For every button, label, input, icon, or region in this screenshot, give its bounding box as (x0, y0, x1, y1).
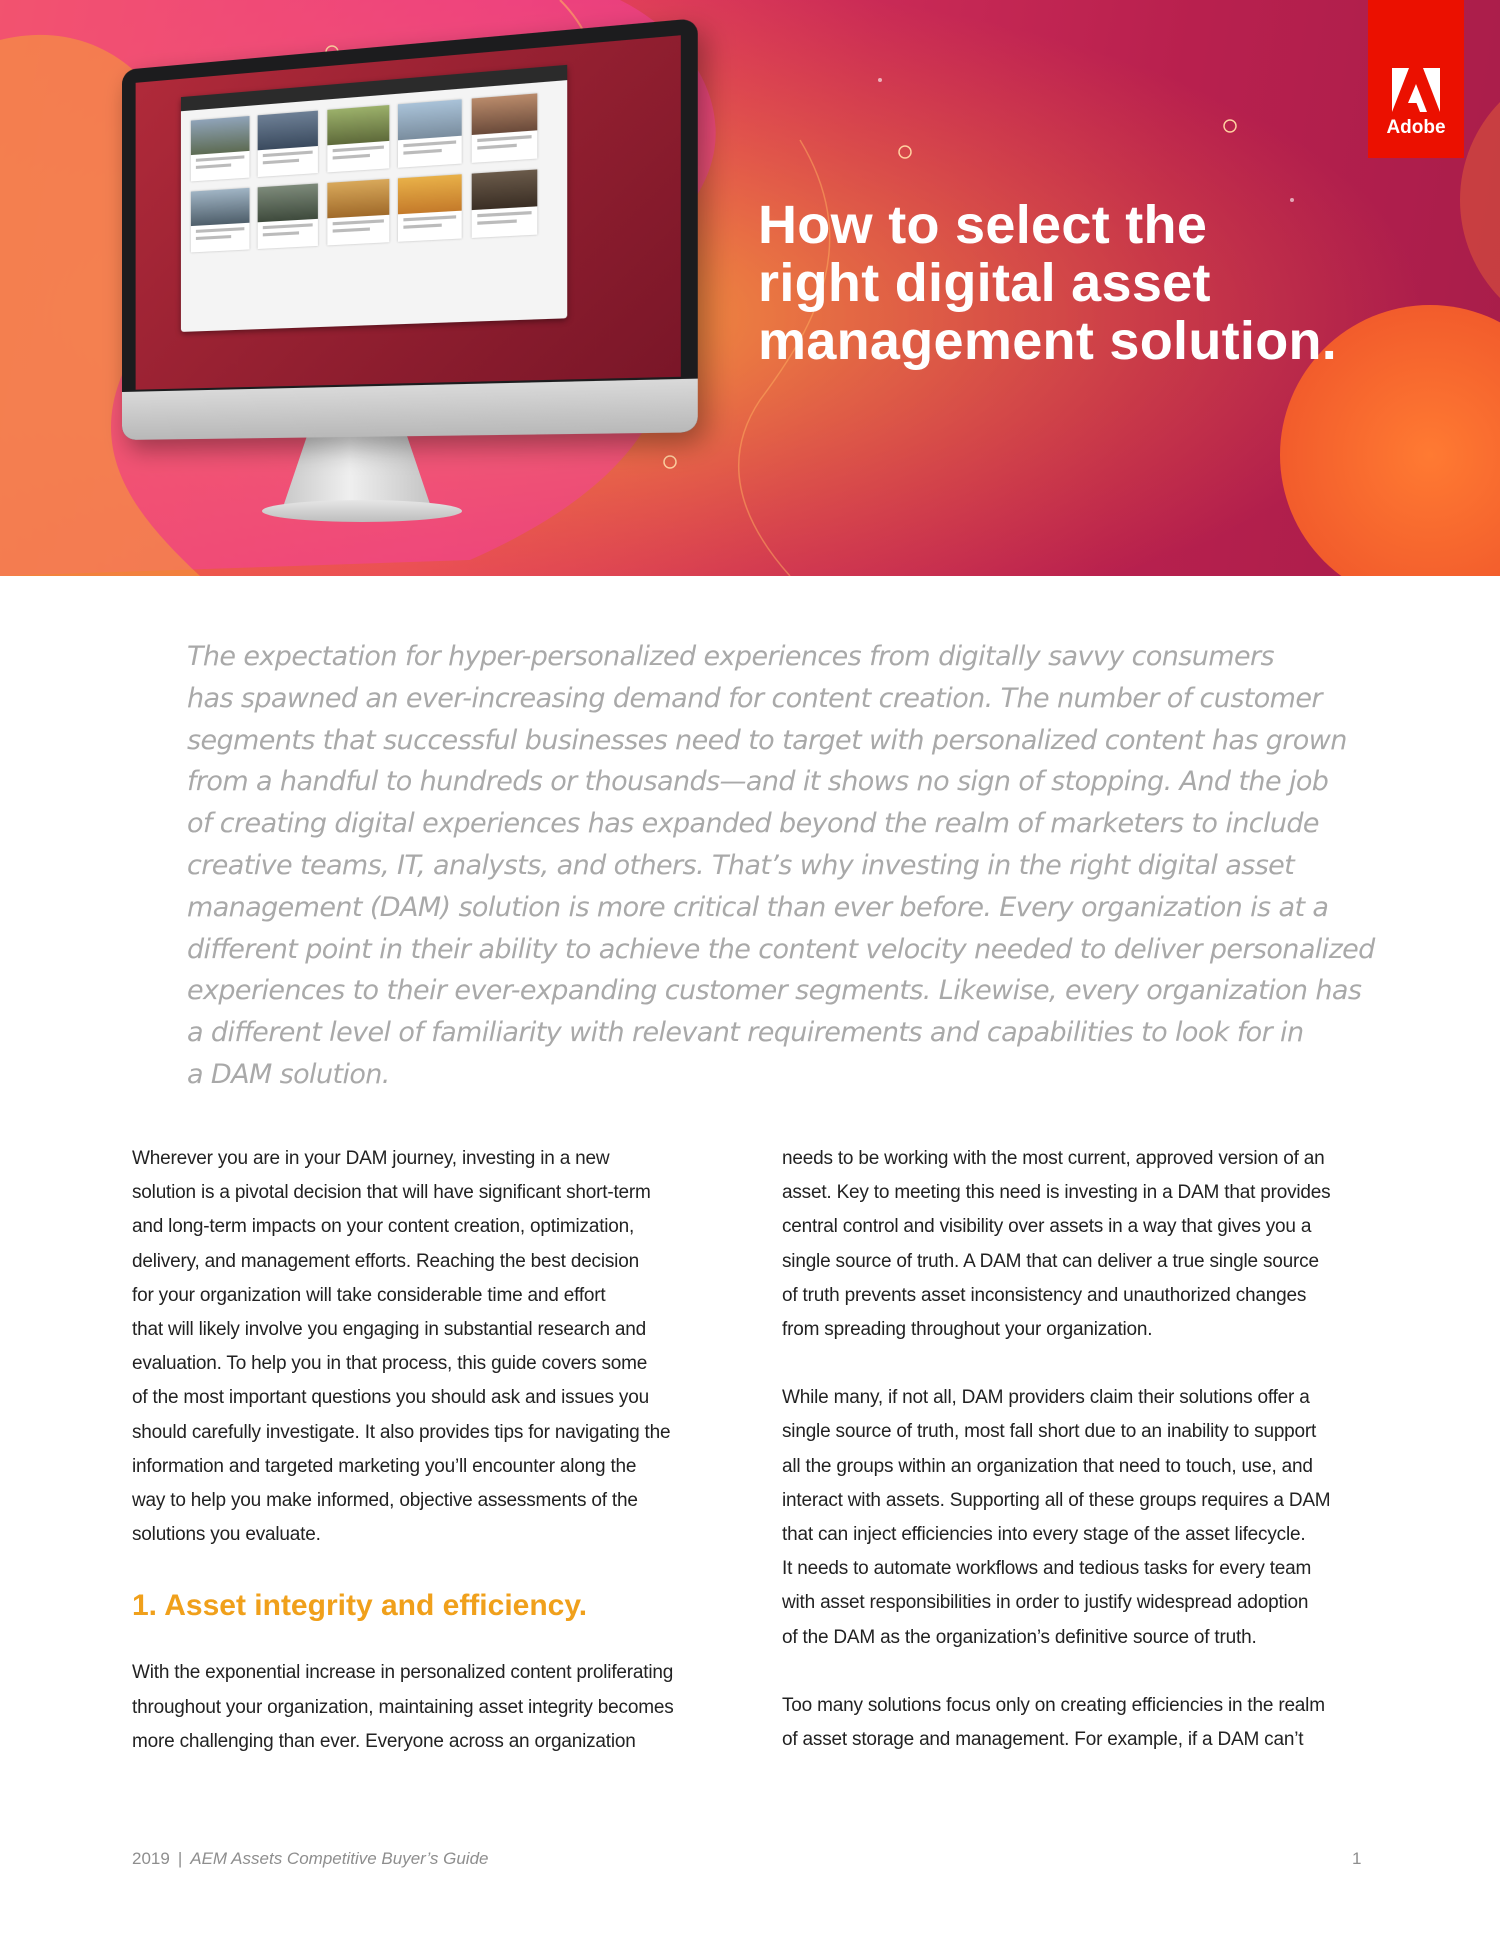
text-line: of asset storage and management. For example, if a DAM can’t (782, 1729, 1304, 1751)
text-line: It needs to automate workflows and tedious tasks for every team (782, 1558, 1312, 1580)
text-line: evaluation. To help you in that process, this guide covers some (132, 1353, 648, 1375)
body-paragraph (782, 1689, 1382, 1757)
page-footer (132, 1849, 489, 1869)
monitor-stand (282, 430, 432, 510)
text-line: Too many solutions focus only on creating efficiencies in the realm (782, 1694, 1325, 1716)
text-line: single source of truth, most fall short due to an inability to support (782, 1421, 1317, 1443)
intro-line: creative teams, IT, analysts, and others. That’s why investing in the right digital asset (187, 849, 1295, 881)
asset-thumbnail (398, 99, 462, 167)
asset-thumbnail (327, 179, 389, 246)
text-line: asset. Key to meeting this need is investing in a DAM that provides (782, 1182, 1331, 1204)
intro-line: management (DAM) solution is more critical than ever before. Every organization is at a (187, 891, 1329, 923)
text-line: of truth prevents asset inconsistency and unauthorized changes (782, 1284, 1307, 1306)
text-line: solution is a pivotal decision that will have significant short-term (132, 1182, 651, 1204)
text-line: should carefully investigate. It also provides tips for navigating the (132, 1421, 671, 1443)
adobe-wordmark: Adobe (1386, 117, 1446, 138)
text-line: Wherever you are in your DAM journey, investing in a new (132, 1148, 610, 1169)
asset-thumbnail (191, 116, 250, 181)
text-line: more challenging than ever. Everyone across an organization (132, 1730, 636, 1752)
text-line: central control and visibility over assets in a way that gives you a (782, 1216, 1312, 1238)
page-title (758, 196, 1398, 370)
intro-line: has spawned an ever-increasing demand for content creation. The number of customer (187, 682, 1322, 714)
text-line: that will likely involve you engaging in substantial research and (132, 1319, 647, 1341)
body-paragraph (782, 1142, 1382, 1347)
asset-thumbnail-grid (191, 92, 560, 263)
text-line: interact with assets. Supporting all of these groups requires a DAM (782, 1489, 1331, 1511)
monitor-stand-base (262, 500, 462, 522)
intro-line: segments that successful businesses need to target with personalized content has grown (187, 724, 1347, 756)
section-heading: 1. Asset integrity and efficiency. (132, 1589, 588, 1623)
text-line: from spreading throughout your organization. (782, 1319, 1153, 1341)
hero-banner (0, 0, 1500, 576)
title-line: management solution. (758, 311, 1338, 371)
page-number: 1 (1352, 1849, 1362, 1868)
adobe-logo-badge (1368, 0, 1464, 158)
intro-line: different point in their ability to achieve the content velocity needed to deliver personalized (187, 933, 1375, 965)
monitor-screen (136, 35, 681, 389)
title-line: right digital asset (758, 253, 1211, 313)
asset-thumbnail (471, 93, 537, 163)
text-line: for your organization will take considerable time and effort (132, 1284, 606, 1306)
adobe-logo-icon (1392, 68, 1440, 112)
body-paragraph (782, 1381, 1382, 1655)
text-line: While many, if not all, DAM providers claim their solutions offer a (782, 1387, 1310, 1409)
left-column (132, 1142, 732, 1793)
footer-publication: AEM Assets Competitive Buyer’s Guide (190, 1849, 489, 1868)
asset-thumbnail (471, 169, 537, 238)
intro-line: from a handful to hundreds or thousands—and it shows no sign of stopping. And the job (187, 766, 1329, 798)
text-line: all the groups within an organization that need to touch, use, and (782, 1455, 1313, 1477)
monitor-illustration (112, 70, 672, 540)
asset-thumbnail (258, 111, 318, 177)
text-line: With the exponential increase in personalized content proliferating (132, 1662, 674, 1684)
text-line: information and targeted marketing you’ll encounter along the (132, 1455, 637, 1477)
text-line: of the most important questions you should ask and issues you (132, 1387, 649, 1409)
asset-thumbnail (327, 105, 389, 172)
right-column (782, 1142, 1382, 1791)
text-line: of the DAM as the organization’s definitive source of truth. (782, 1626, 1257, 1648)
body-paragraph (132, 1656, 732, 1759)
text-line: that can inject efficiencies into every stage of the asset lifecycle. (782, 1524, 1306, 1546)
footer-separator: | (177, 1849, 183, 1868)
text-line: and long-term impacts on your content creation, optimization, (132, 1216, 635, 1238)
monitor-bezel (122, 18, 698, 440)
intro-line: of creating digital experiences has expanded beyond the realm of marketers to include (187, 808, 1319, 840)
intro-line: a DAM solution. (187, 1058, 390, 1090)
body-paragraph (132, 1142, 732, 1552)
title-line: How to select the (758, 195, 1208, 255)
text-line: with asset responsibilities in order to justify widespread adoption (782, 1592, 1309, 1614)
intro-line: experiences to their ever-expanding customer segments. Likewise, every organization has (187, 975, 1362, 1007)
intro-paragraph (187, 636, 1375, 1096)
text-line: way to help you make informed, objective assessments of the (132, 1490, 638, 1512)
text-line: throughout your organization, maintaining asset integrity becomes (132, 1696, 674, 1718)
text-line: needs to be working with the most current, approved version of an (782, 1148, 1325, 1169)
asset-app-window (181, 65, 567, 332)
intro-line: a different level of familiarity with relevant requirements and capabilities to look for in (187, 1017, 1304, 1049)
asset-thumbnail (258, 183, 318, 249)
asset-thumbnail (191, 188, 250, 253)
text-line: delivery, and management efforts. Reaching the best decision (132, 1250, 639, 1272)
text-line: solutions you evaluate. (132, 1524, 321, 1546)
asset-thumbnail (398, 174, 462, 242)
footer-year: 2019 (132, 1849, 170, 1868)
text-line: single source of truth. A DAM that can deliver a true single source (782, 1250, 1319, 1272)
intro-line: The expectation for hyper-personalized experiences from digitally savvy consumers (187, 641, 1274, 672)
